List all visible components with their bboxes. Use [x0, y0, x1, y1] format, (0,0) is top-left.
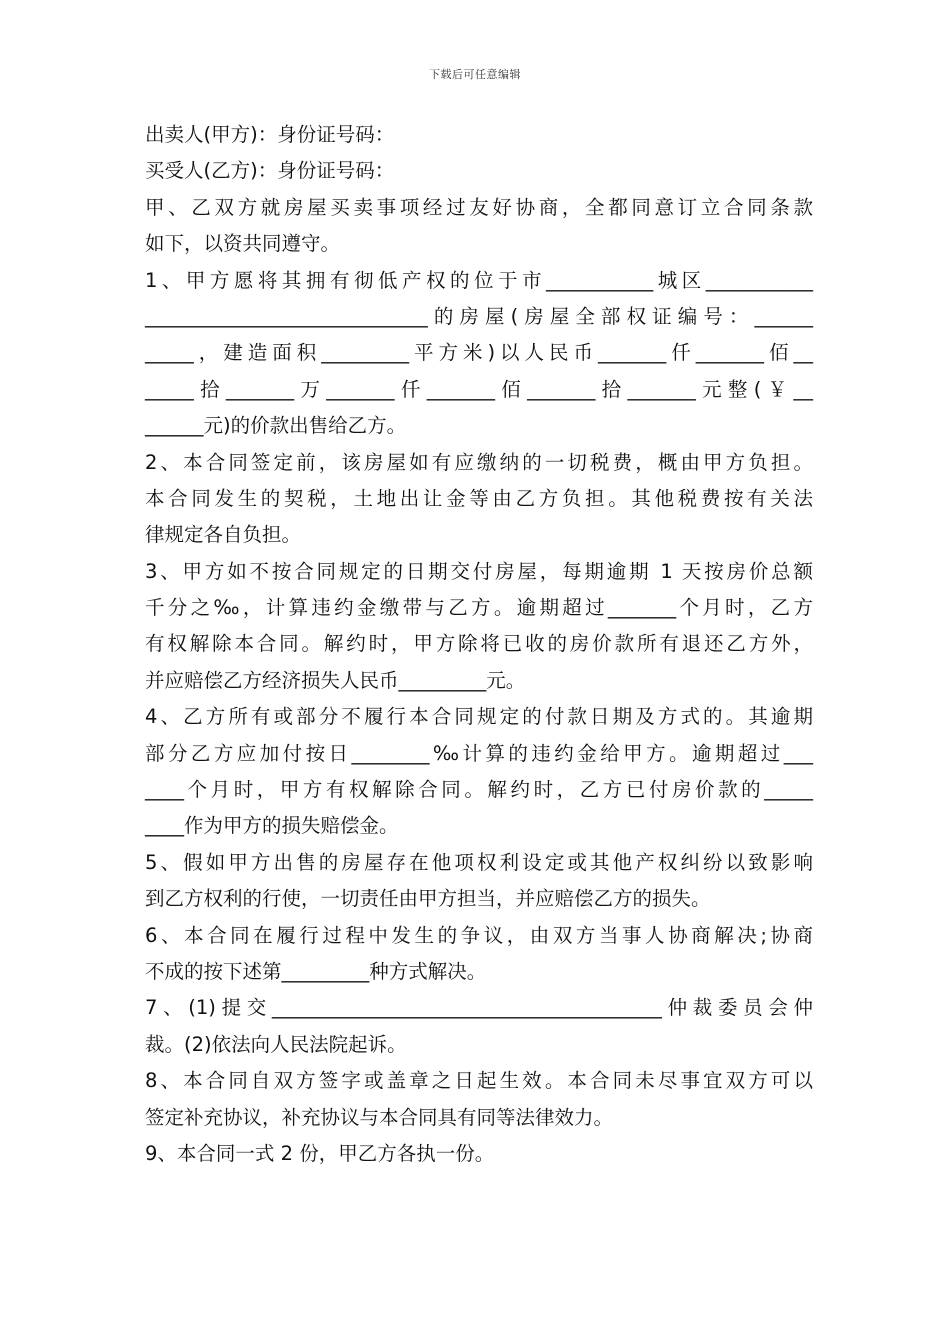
clause-3-line: 有权解除本合同。解约时，甲方除将已收的房价款所有退还乙方外，: [145, 632, 813, 656]
clause-3-line: 3、甲方如不按合同规定的日期交付房屋，每期逾期 1 天按房价总额: [145, 559, 813, 583]
clause-5-line: 到乙方权利的行使，一切责任由甲方担当，并应赔偿乙方的损失。: [145, 887, 711, 911]
clause-4-line: ____作为甲方的损失赔偿金。: [145, 814, 399, 838]
clause-4-line: ____个月时，甲方有权解除合同。解约时，乙方已付房价款的_____: [145, 778, 813, 802]
clause-8-line: 签定补充协议，补充协议与本合同具有同等法律效力。: [145, 1105, 614, 1129]
buyer-line: 买受人(乙方)：身份证号码：: [145, 159, 395, 183]
clause-9-line: 9、本合同一式 2 份，甲乙方各执一份。: [145, 1141, 495, 1165]
preamble-line: 甲、乙双方就房屋买卖事项经过友好协商，全都同意订立合同条款: [145, 195, 813, 219]
clause-1-line: _____拾_______万_______仟_______佰_______拾_______元整(￥__: [145, 377, 813, 401]
seller-line: 出卖人(甲方)：身份证号码：: [145, 123, 395, 146]
clause-3-line: 千分之‰，计算违约金缴带与乙方。逾期超过_______个月时，乙方: [145, 596, 813, 620]
clause-2-line: 本合同发生的契税，土地出让金等由乙方负担。其他税费按有关法: [145, 486, 813, 510]
clause-4-line: 4、乙方所有或部分不履行本合同规定的付款日期及方式的。其逾期: [145, 705, 813, 729]
page-header-note: 下载后可任意编辑: [429, 68, 521, 81]
clause-4-line: 部分乙方应加付按日________‰计算的违约金给甲方。逾期超过___: [145, 741, 813, 765]
clause-7-line: 7、(1)提交________________________________________仲裁委员会仲: [145, 996, 813, 1020]
clause-6-line: 不成的按下述第_________种方式解决。: [145, 959, 487, 983]
clause-2-line: 2、本合同签定前，该房屋如有应缴纳的一切税费，概由甲方负担。: [145, 450, 813, 474]
clause-6-line: 6、本合同在履行过程中发生的争议，由双方当事人协商解决;协商: [145, 923, 813, 947]
clause-1-line: _____，建造面积_________平方米)以人民币_______仟_______佰__: [145, 341, 813, 365]
clause-5-line: 5、假如甲方出售的房屋存在他项权利设定或其他产权纠纷以致影响: [145, 850, 813, 874]
clause-7-line: 裁。(2)依法向人民法院起诉。: [145, 1032, 407, 1056]
preamble-line: 如下，以资共同遵守。: [145, 232, 341, 256]
clause-3-line: 并应赔偿乙方经济损失人民币_________元。: [145, 668, 526, 692]
clause-1-line: 1、甲方愿将其拥有彻低产权的位于市___________城区___________: [145, 268, 813, 292]
clause-8-line: 8、本合同自双方签字或盖章之日起生效。本合同未尽事宜双方可以: [145, 1069, 813, 1093]
clause-1-line: ______元)的价款出售给乙方。: [145, 414, 407, 438]
contract-body: [145, 117, 813, 1172]
clause-2-line: 律规定各自负担。: [145, 523, 302, 547]
clause-1-line: _____________________________的房屋(房屋全部权证编号：______: [145, 304, 813, 328]
